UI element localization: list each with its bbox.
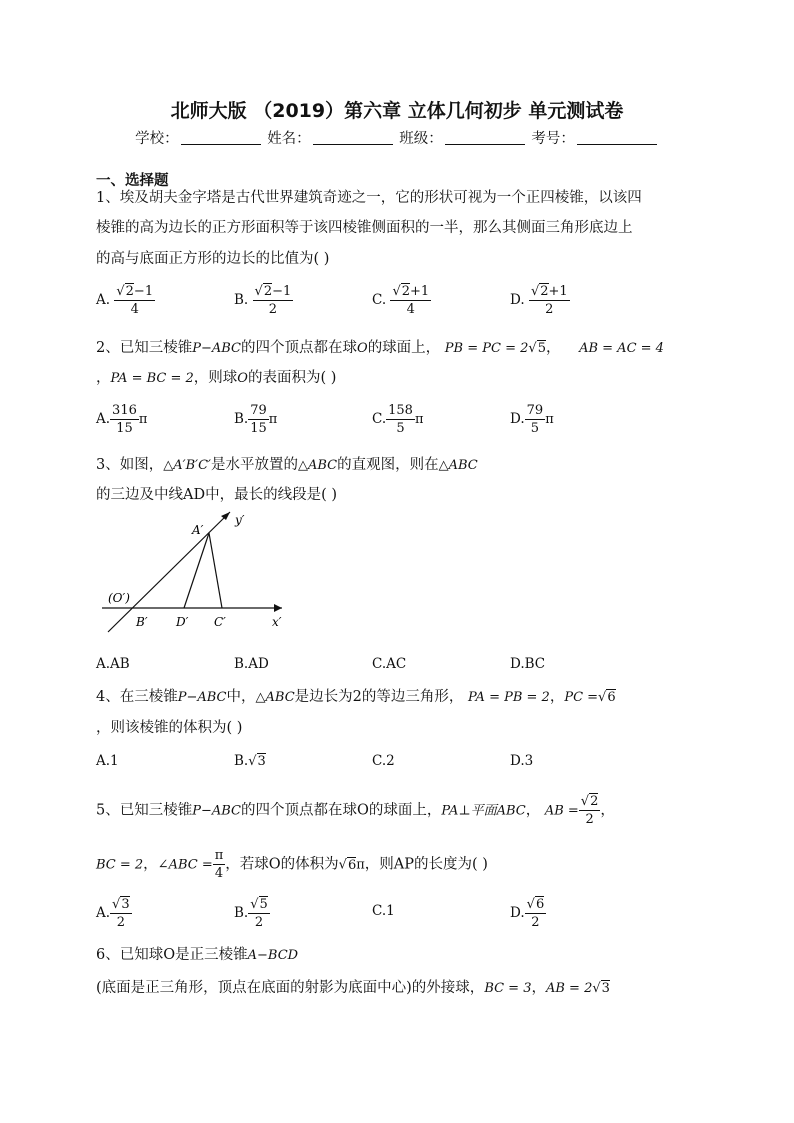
q6-line-2: (底面是正三角形，顶点在底面的射影为底面中心)的外接球，BC = 3，AB = 2√3 <box>96 980 610 996</box>
q3-option-d[interactable]: D.BC <box>510 656 546 672</box>
class-label: 班级： <box>399 131 443 147</box>
q5-option-b[interactable]: B. $\frac{√5}{2}$ <box>234 897 268 930</box>
label-x: x′ <box>272 615 282 629</box>
q2-line-2: ，PA = BC = 2，则球O的表面积为( ) <box>96 370 337 386</box>
label-y: y′ <box>235 513 245 527</box>
q2-option-a[interactable]: A. $\frac{316}{15}$ π <box>96 403 148 436</box>
school-label: 学校： <box>135 131 179 147</box>
label-c: C′ <box>214 615 226 629</box>
q4-option-c[interactable]: C.2 <box>372 753 395 769</box>
q3-figure <box>96 508 296 638</box>
option-letter: D. <box>510 292 525 308</box>
name-field[interactable] <box>313 130 393 145</box>
q2-option-d[interactable]: D. $\frac{79}{5}$ π <box>510 403 554 436</box>
name-label: 姓名： <box>267 131 311 147</box>
y-axis <box>108 512 230 632</box>
segment-ac <box>209 533 222 608</box>
q1-line-2: 棱锥的高为边长的正方形面积等于该四棱锥侧面积的一半，那么其侧面三角形底边上 <box>96 220 633 236</box>
q5-line-1: 5、已知三棱锥P−ABC的四个顶点都在球O的球面上，PA⊥平面ABC， AB = $\frac{√2}{2}$ ， <box>96 794 615 827</box>
q5-option-c[interactable]: C.1 <box>372 903 395 919</box>
label-a: A′ <box>192 523 204 537</box>
fraction: $\frac{√2+1}{4}$ <box>392 284 430 317</box>
exam-number-field[interactable] <box>577 130 657 145</box>
q4-line-1: 4、在三棱锥P−ABC中，△ABC是边长为2的等边三角形， PA = PB = 2，PC =√6 <box>96 689 616 705</box>
q1-line-3: 的高与底面正方形的边长的比值为( ) <box>96 251 330 267</box>
exam-number-label: 考号： <box>531 131 575 147</box>
fraction: $\frac{√2-1}{2}$ <box>254 284 292 317</box>
q3-option-c[interactable]: C.AC <box>372 656 407 672</box>
label-o: (O′) <box>108 591 130 605</box>
section-heading: 一、选择题 <box>96 173 169 189</box>
option-letter: C. <box>372 292 387 308</box>
q4-option-d[interactable]: D.3 <box>510 753 534 769</box>
q2-option-c[interactable]: C. $\frac{158}{5}$ π <box>372 403 424 436</box>
document-title: 北师大版 （2019）第六章 立体几何初步 单元测试卷 <box>170 100 624 122</box>
label-b: B′ <box>136 615 148 629</box>
class-field[interactable] <box>445 130 525 145</box>
q3-option-a[interactable]: A.AB <box>96 656 130 672</box>
q3-line-1: 3、如图，△A′B′C′是水平放置的△ABC的直观图，则在△ABC <box>96 457 478 473</box>
q4-line-2: ，则该棱锥的体积为( ) <box>96 720 243 736</box>
q3-option-b[interactable]: B.AD <box>234 656 269 672</box>
fraction: $\frac{√2-1}{4}$ <box>116 284 154 317</box>
q1-option-a[interactable] <box>96 283 155 318</box>
q3-line-2: 的三边及中线AD中，最长的线段是( ) <box>96 487 338 503</box>
q1-line-1: 1、埃及胡夫金字塔是古代世界建筑奇迹之一，它的形状可视为一个正四棱锥，以该四 <box>96 190 642 206</box>
q5-option-a[interactable]: A. $\frac{√3}{2}$ <box>96 897 130 930</box>
x-axis-arrow <box>274 604 282 612</box>
option-letter: A. <box>96 292 111 308</box>
q1-option-c[interactable] <box>372 283 431 318</box>
q5-line-2: BC = 2，∠ABC = $\frac{\pi}{4}$ ，若球O的体积为√6π，则AP的长度为( ) <box>96 848 488 881</box>
q4-option-b[interactable]: B.√3 <box>234 753 266 769</box>
student-info-line <box>0 127 794 148</box>
option-letter: B. <box>234 292 249 308</box>
q4-option-a[interactable]: A.1 <box>96 753 119 769</box>
school-field[interactable] <box>181 130 261 145</box>
q1-option-b[interactable] <box>234 283 293 318</box>
q1-option-d[interactable] <box>510 283 570 318</box>
fraction: $\frac{√2+1}{2}$ <box>530 284 568 317</box>
label-d: D′ <box>176 615 189 629</box>
q6-line-1: 6、已知球O是正三棱锥A−BCD <box>96 947 299 963</box>
q2-line-1: 2、已知三棱锥P−ABC的四个顶点都在球O的球面上， PB = PC = 2√5， AB = AC = 4 <box>96 340 664 356</box>
q2-option-b[interactable]: B. $\frac{79}{15}$ π <box>234 403 278 436</box>
q5-option-d[interactable]: D. $\frac{√6}{2}$ <box>510 897 545 930</box>
